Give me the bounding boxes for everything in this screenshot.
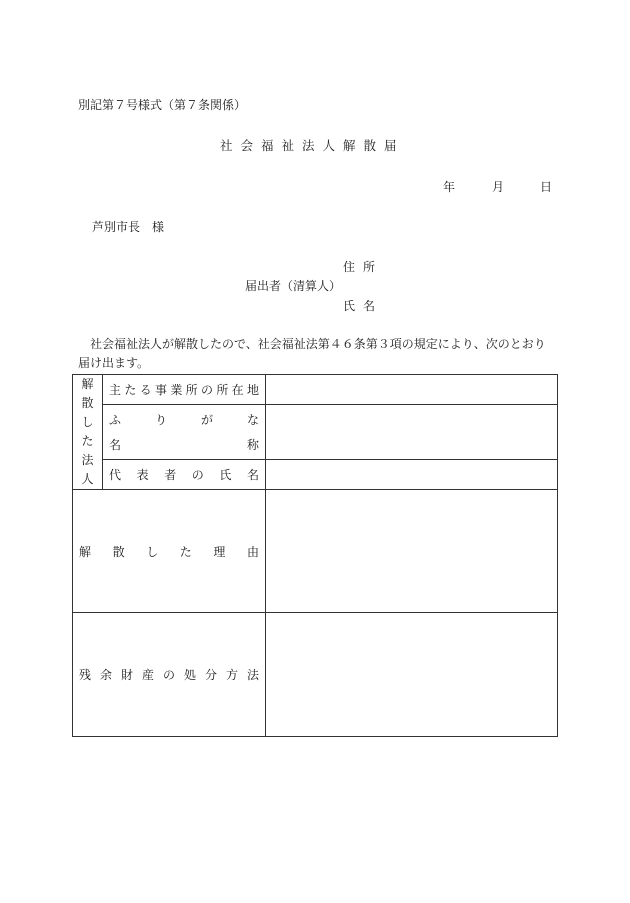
representative-name-field[interactable] [266,460,558,490]
address-label: 住所 [343,260,384,274]
group-char: 人 [81,472,94,486]
dissolution-form-table [72,374,558,737]
date-year-label: 年 [443,180,456,194]
corporation-name-field[interactable] [266,404,558,460]
office-location-field[interactable] [266,375,558,405]
asset-disposal-method-label: 残余財産の処分方法 [73,613,266,737]
dissolution-reason-label: 解散した理由 [73,490,266,613]
group-char: し [81,415,94,429]
furigana-char: ふ [109,412,122,427]
furigana-char: り [154,412,167,427]
dissolved-corporation-group-label [73,375,103,490]
group-char: 法 [81,453,94,467]
form-reference: 別記第７号様式（第７条関係） [78,98,247,112]
corp-name-char: 名 [109,437,122,452]
furigana-row [109,411,259,428]
dissolution-reason-field[interactable] [266,490,558,613]
name-label: 氏名 [343,299,384,313]
addressee: 芦別市長 様 [92,220,165,234]
submitter-label: 届出者（清算人） [245,279,342,293]
document-title: 社会福祉法人解散届 [220,138,405,153]
office-location-label: 主たる事業所の所在地 [103,375,266,405]
date-month-label: 月 [492,180,505,194]
group-char: 散 [81,396,94,410]
representative-name-label: 代表者の氏名 [103,460,266,490]
furigana-char: が [200,412,213,427]
corp-name-row [109,436,259,453]
group-char: た [81,434,94,448]
corp-name-char: 称 [246,437,259,452]
asset-disposal-method-field[interactable] [266,613,558,737]
body-text: 社会福祉法人が解散したので、社会福祉法第４６条第３項の規定により、次のとおり届け出ます。 [78,337,546,370]
furigana-char: な [246,412,259,427]
corporation-name-label [103,404,266,460]
date-day-label: 日 [540,180,553,194]
group-char: 解 [81,377,94,391]
